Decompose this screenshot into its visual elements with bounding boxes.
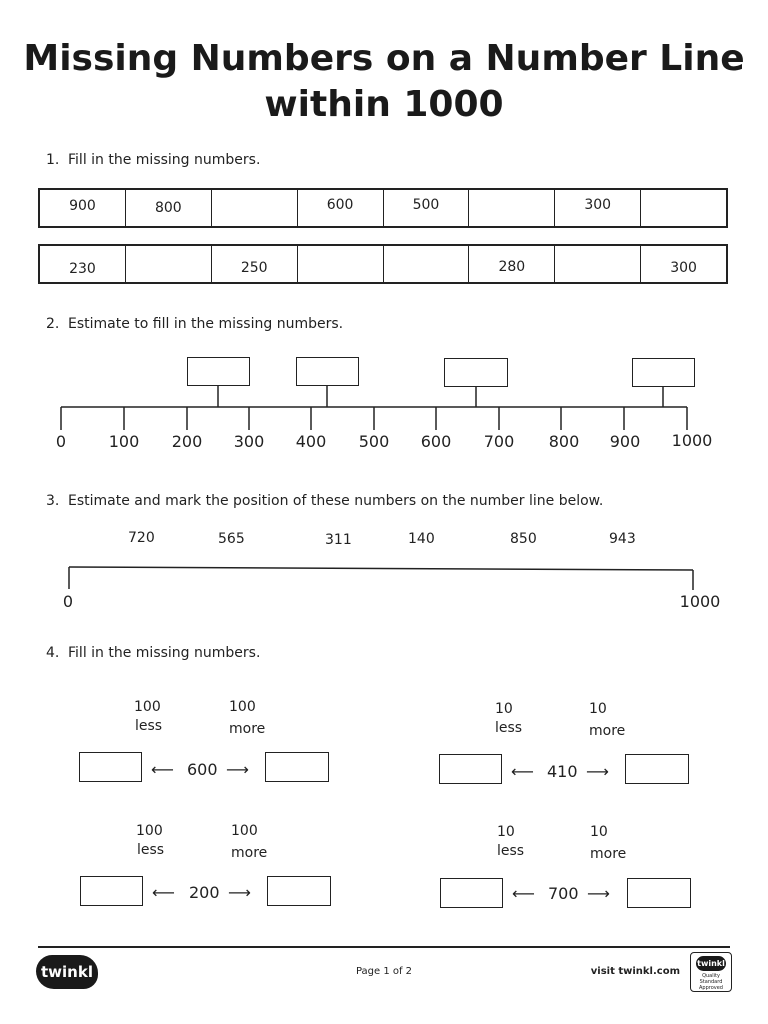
twinkl-logo[interactable]: twinkl <box>36 955 98 989</box>
less-answer-box[interactable] <box>79 752 142 782</box>
number-line-2-ticks <box>61 407 687 430</box>
sequence-cell[interactable] <box>468 246 554 282</box>
tick-label: 100 <box>108 432 140 451</box>
sequence-cell[interactable] <box>383 246 469 282</box>
sequence-cell[interactable] <box>211 246 297 282</box>
question-4-number: 4. <box>46 645 60 661</box>
sequence-value: 250 <box>240 260 268 276</box>
more-amount: 100 <box>231 823 258 839</box>
arrow-left-icon: ⟵ <box>152 883 175 902</box>
sequence-cell[interactable] <box>297 190 383 226</box>
question-4-text: Fill in the missing numbers. <box>68 645 261 661</box>
center-number: 410 <box>547 762 578 781</box>
question-1-text: Fill in the missing numbers. <box>68 152 261 168</box>
sequence-cell[interactable] <box>640 246 726 282</box>
arrow-left-icon: ⟵ <box>151 760 174 779</box>
arrow-right-icon: ⟶ <box>228 883 251 902</box>
question-3 <box>46 493 603 509</box>
number-line-3 <box>69 567 693 570</box>
more-label: more <box>589 723 626 739</box>
more-answer-box[interactable] <box>627 878 691 908</box>
sequence-cell[interactable] <box>383 190 469 226</box>
more-amount: 100 <box>229 699 256 715</box>
sequence-cell[interactable] <box>554 190 640 226</box>
sequence-cell[interactable] <box>40 190 125 226</box>
center-number: 700 <box>548 884 579 903</box>
badge-logo: twinkl <box>696 956 726 971</box>
number-to-place: 311 <box>325 532 352 548</box>
page-title-line-2: within 1000 <box>264 84 504 125</box>
arrow-right-icon: ⟶ <box>587 884 610 903</box>
more-label: more <box>590 846 627 862</box>
tick-label: 600 <box>420 432 452 451</box>
sequence-value: 600 <box>326 197 354 213</box>
number-to-place: 943 <box>609 531 636 547</box>
less-amount: 100 <box>136 823 163 839</box>
question-4 <box>46 645 260 661</box>
page-number: Page 1 of 2 <box>355 966 413 977</box>
footer-divider <box>38 946 730 948</box>
less-amount: 10 <box>497 824 515 840</box>
less-label: less <box>495 720 523 736</box>
more-label: more <box>229 721 266 737</box>
arrow-right-icon: ⟶ <box>586 762 609 781</box>
less-amount: 100 <box>134 699 161 715</box>
sequence-value: 300 <box>584 197 612 213</box>
number-to-place: 140 <box>408 531 435 547</box>
more-label: more <box>231 845 268 861</box>
sequence-cell[interactable] <box>40 246 125 282</box>
badge-text: Quality Standard Approved <box>699 973 723 991</box>
tick-label: 200 <box>171 432 203 451</box>
number-to-place: 720 <box>128 530 155 546</box>
estimate-answer-box[interactable] <box>187 357 250 386</box>
tick-label: 300 <box>233 432 265 451</box>
sequence-row-1 <box>38 188 728 228</box>
question-1-number: 1. <box>46 152 60 168</box>
quality-badge-icon <box>690 952 732 992</box>
tick-label: 1000 <box>671 431 713 450</box>
question-3-number: 3. <box>46 493 60 509</box>
sequence-value: 300 <box>670 260 697 276</box>
question-2-text: Estimate to fill in the missing numbers. <box>68 316 344 332</box>
sequence-value: 900 <box>69 198 96 214</box>
less-label: less <box>137 842 165 858</box>
tick-label: 0 <box>55 432 67 451</box>
more-amount: 10 <box>590 824 608 840</box>
less-label: less <box>497 843 525 859</box>
less-answer-box[interactable] <box>439 754 502 784</box>
answer-connectors <box>218 386 663 407</box>
less-amount: 10 <box>495 701 513 717</box>
question-1 <box>46 152 260 168</box>
tick-label: 400 <box>295 432 327 451</box>
estimate-answer-box[interactable] <box>296 357 359 386</box>
more-answer-box[interactable] <box>265 752 329 782</box>
more-amount: 10 <box>589 701 607 717</box>
more-answer-box[interactable] <box>267 876 331 906</box>
sequence-row-2 <box>38 244 728 284</box>
number-line-3-start-label: 0 <box>62 592 74 611</box>
more-answer-box[interactable] <box>625 754 689 784</box>
page-title-line-1: Missing Numbers on a Number Line <box>23 38 745 79</box>
estimate-answer-box[interactable] <box>444 358 508 387</box>
sequence-cell[interactable] <box>640 190 726 226</box>
less-answer-box[interactable] <box>440 878 503 908</box>
question-3-text: Estimate and mark the position of these numbers on the number line below. <box>68 493 604 509</box>
tick-label: 500 <box>358 432 390 451</box>
visit-link[interactable]: visit twinkl.com <box>590 966 680 977</box>
arrow-left-icon: ⟵ <box>511 762 534 781</box>
number-line-3-end-label: 1000 <box>679 592 721 611</box>
less-answer-box[interactable] <box>80 876 143 906</box>
sequence-value: 800 <box>154 200 182 216</box>
sequence-cell[interactable] <box>297 246 383 282</box>
sequence-value: 500 <box>412 197 440 213</box>
number-to-place: 850 <box>510 531 537 547</box>
sequence-cell[interactable] <box>211 190 297 226</box>
tick-label: 900 <box>609 432 641 451</box>
sequence-value: 230 <box>69 261 96 277</box>
arrow-right-icon: ⟶ <box>226 760 249 779</box>
sequence-cell[interactable] <box>468 190 554 226</box>
question-2-number: 2. <box>46 316 60 332</box>
arrow-left-icon: ⟵ <box>512 884 535 903</box>
center-number: 600 <box>187 760 218 779</box>
center-number: 200 <box>189 883 220 902</box>
sequence-cell[interactable] <box>125 246 211 282</box>
less-label: less <box>135 718 163 734</box>
tick-label: 800 <box>548 432 580 451</box>
tick-label: 700 <box>483 432 515 451</box>
question-2 <box>46 316 343 332</box>
estimate-answer-box[interactable] <box>632 358 695 387</box>
number-to-place: 565 <box>218 531 245 547</box>
sequence-value: 280 <box>498 259 526 275</box>
sequence-cell[interactable] <box>554 246 640 282</box>
sequence-cell[interactable] <box>125 190 211 226</box>
